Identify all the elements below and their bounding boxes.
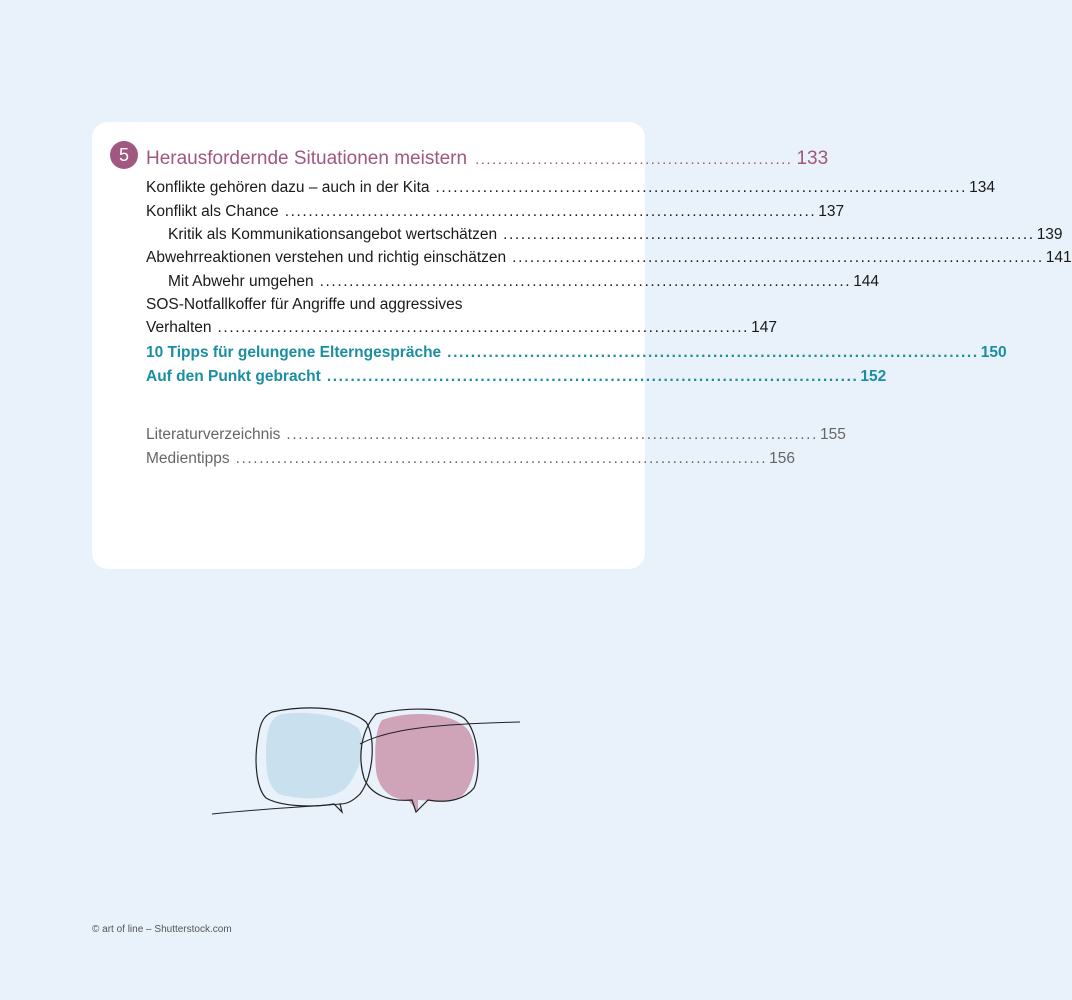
toc-entry-page: 155: [819, 426, 846, 443]
toc-entry-title: Abwehrreaktionen verstehen und richtig einschätzen: [146, 249, 507, 266]
image-credit: © art of line – Shutterstock.com: [92, 924, 232, 935]
dot-leader: ..........................................................................................: [286, 426, 818, 443]
dot-leader: ..........................................................................................: [217, 319, 750, 336]
chapter-title: Herausfordernde Situationen meistern: [146, 148, 468, 169]
toc-appendix-entry: [146, 425, 846, 445]
toc-highlight-entry: [146, 343, 1007, 363]
dot-leader: ..........................................................................................: [284, 203, 817, 220]
toc-entry-title: Medientipps: [146, 450, 230, 467]
chapter-heading: [110, 136, 829, 170]
toc-entry-title: Auf den Punkt gebracht: [146, 368, 321, 385]
toc-entry-page: 150: [980, 344, 1007, 361]
dot-leader: ..........................................................................................: [512, 249, 1044, 266]
toc-entry-title: Konflikte gehören dazu – auch in der Kita: [146, 179, 430, 196]
dot-leader: ..........................................................................................: [326, 368, 859, 385]
dot-leader: ..........................................................................................: [235, 450, 768, 467]
toc-subentry: [168, 272, 880, 292]
toc-entry-page: 134: [969, 179, 995, 196]
toc-subentry: [168, 225, 1063, 245]
toc-entry: [146, 318, 777, 338]
toc-entry-title: Mit Abwehr umgehen: [168, 273, 314, 290]
toc-entry-title: Literaturverzeichnis: [146, 426, 281, 443]
toc-appendix-entry: [146, 449, 796, 469]
toc-card: [92, 122, 1072, 569]
toc-entry-page: 141: [1045, 249, 1072, 266]
toc-entry-title: 10 Tipps für gelungene Elterngespräche: [146, 344, 442, 361]
dot-leader: ..........................................................................................: [435, 179, 968, 196]
toc-entry-page: 144: [853, 273, 880, 290]
toc-entry: [146, 248, 1072, 268]
toc-entry-page: 156: [769, 450, 796, 467]
toc-entry-page: 147: [751, 319, 777, 336]
chapter-number-badge: 5: [110, 141, 138, 169]
dot-leader: ..........................................................................................: [447, 344, 979, 361]
toc-highlight-entry: [146, 367, 887, 387]
toc-entry-title: Verhalten: [146, 319, 212, 336]
chapter-page-number: 133: [796, 148, 829, 169]
dot-leader: ..........................................................................................: [319, 273, 852, 290]
dot-leader: ..........................................................................................: [503, 226, 1035, 243]
blue-bubble-fill: [266, 713, 362, 799]
toc-entry-title-line: SOS-Notfallkoffer für Angriffe und aggressives: [146, 296, 463, 313]
toc-entry-title: Konflikt als Chance: [146, 203, 279, 220]
toc-entry: [146, 178, 995, 198]
dot-leader: ........................................................: [475, 151, 793, 168]
toc-entry-page: 139: [1036, 226, 1063, 243]
toc-entry-page: 152: [860, 368, 887, 385]
toc-entry: [146, 202, 845, 222]
toc-entry-title: Kritik als Kommunikationsangebot wertschätzen: [168, 226, 498, 243]
toc-entry-page: 137: [818, 203, 845, 220]
speech-bubbles-illustration: [210, 700, 530, 820]
